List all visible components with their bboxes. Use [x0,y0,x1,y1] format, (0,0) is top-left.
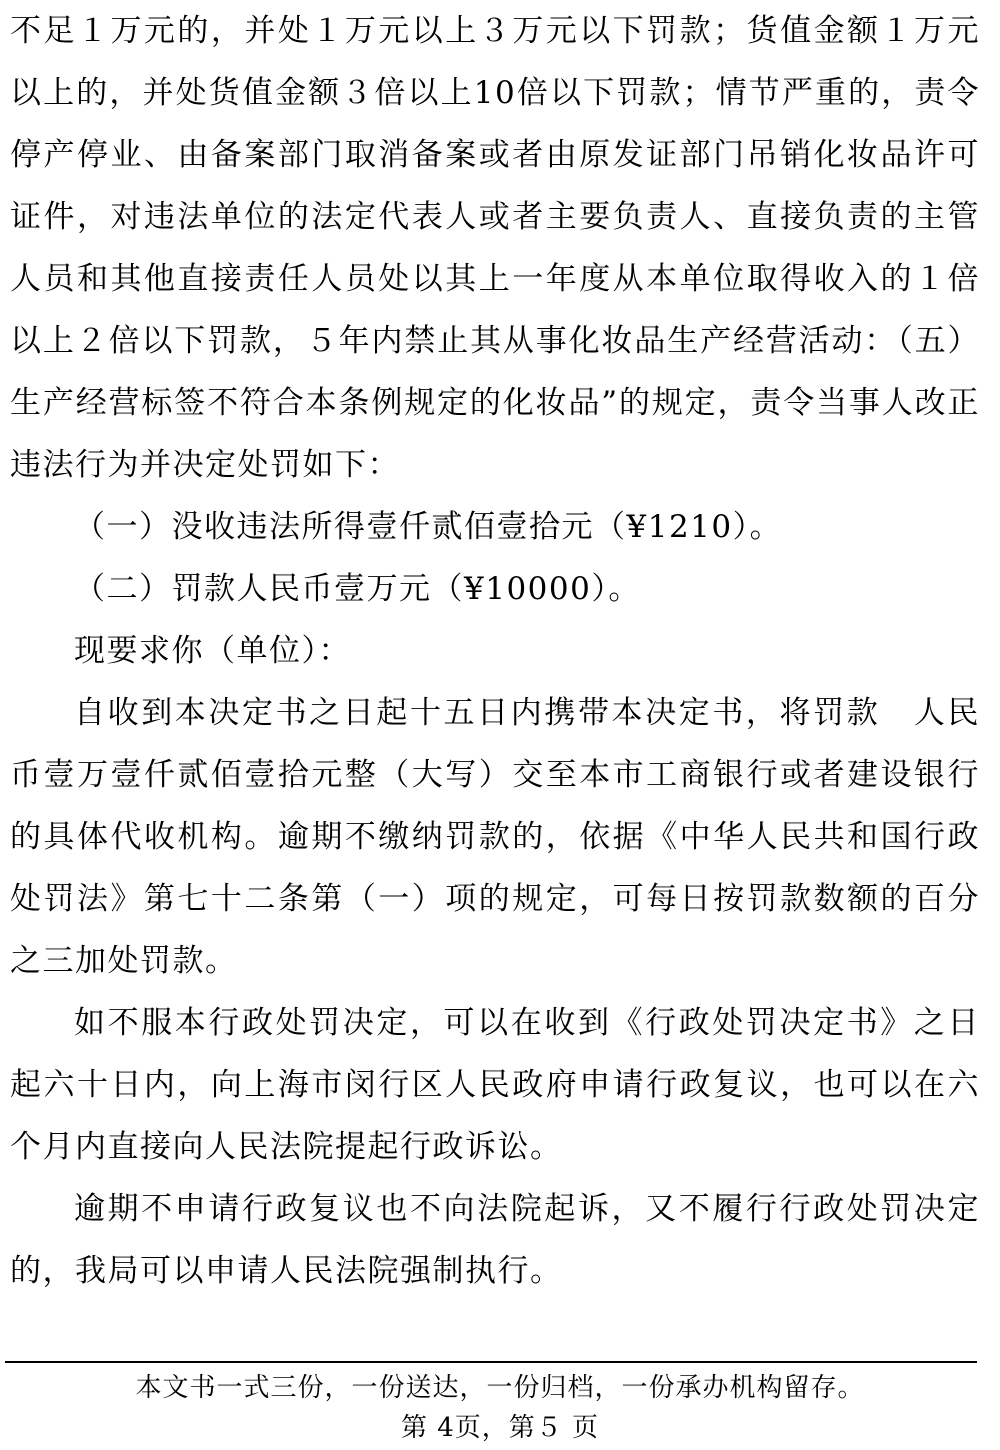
footer-copies-note: 本文书一式三份，一份送达，一份归档，一份承办机构留存。 [135,1373,865,1403]
paragraph-payment-instructions: 自收到本决定书之日起十五日内携带本决定书，将罚款 人民币壹万壹仟贰佰壹拾元整（大写）交至本市工商银行或者建设银行的具体代收机构。逾期不缴纳罚款的，依据《中华人民共和国行政处罚法》第七十二条第（一）项的规定，可每日按罚款数额的百分之三加处罚款。 [10,695,980,979]
footer-divider [5,1361,977,1363]
paragraph-requirement-heading: 现要求你（单位）： [74,633,351,669]
document-body [10,0,980,1302]
paragraph-fine-item: （二）罚款人民币壹万元（¥10000）。 [74,571,641,607]
page-number: 第 4页，第５ 页 [400,1413,600,1443]
paragraph-penalty-basis: 不足１万元的，并处１万元以上３万元以下罚款；货值金额１万元以上的，并处货值金额３倍以上10倍以下罚款；情节严重的，责令停产停业、由备案部门取消备案或者由原发证部门吊销化妆品许可证件，对违法单位的法定代表人或者主要负责人、直接负责的主管人员和其他直接责任人员处以其上一年度从本单位取得收入的１倍以上２倍以下罚款，５年内禁止其从事化妆品生产经营活动：（五）生产经营标签不符合本条例规定的化妆品”的规定，责令当事人改正违法行为并决定处罚如下： [10,13,980,483]
paragraph-appeal-rights: 如不服本行政处罚决定，可以在收到《行政处罚决定书》之日起六十日内，向上海市闵行区人民政府申请行政复议，也可以在六个月内直接向人民法院提起行政诉讼。 [10,1005,980,1165]
paragraph-enforcement: 逾期不申请行政复议也不向法院起诉，又不履行行政处罚决定的，我局可以申请人民法院强制执行。 [10,1191,980,1289]
paragraph-confiscation-item: （一）没收违法所得壹仟贰佰壹拾元（¥1210）。 [74,509,783,545]
